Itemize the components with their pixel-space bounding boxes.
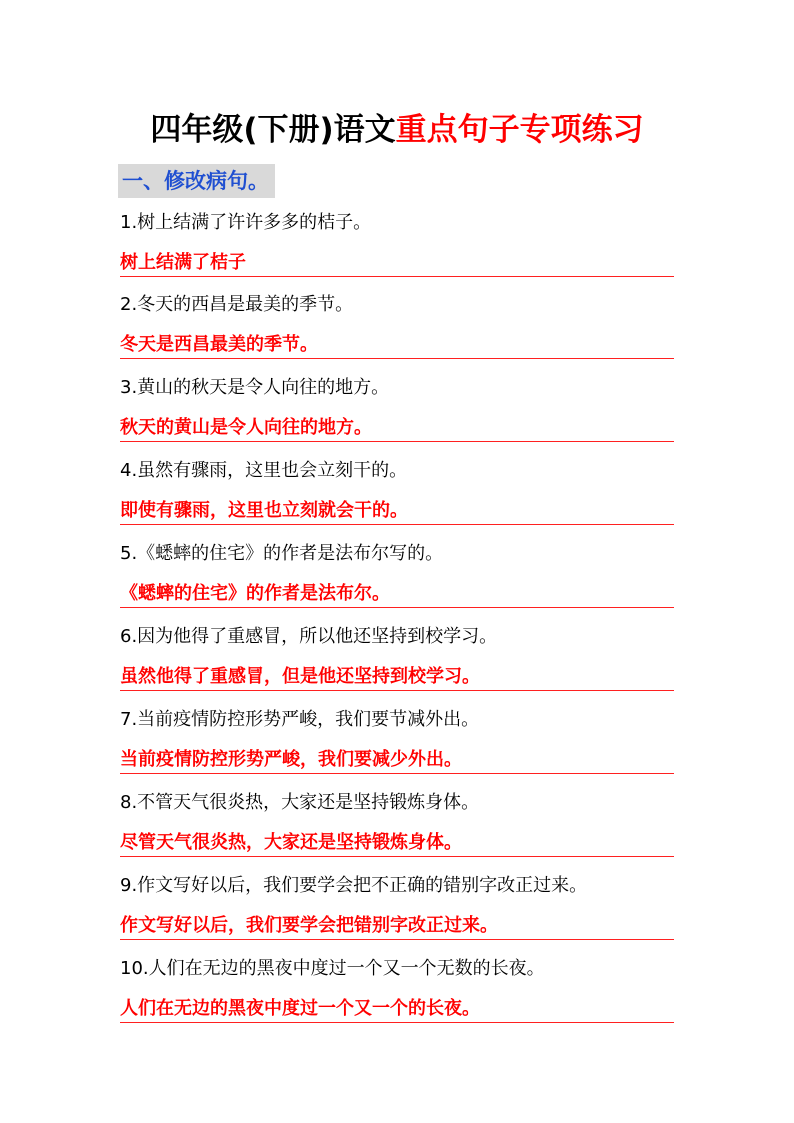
answer-7: 当前疫情防控形势严峻，我们要减少外出。 — [120, 747, 674, 774]
question-3: 3.黄山的秋天是令人向往的地方。 — [120, 377, 390, 398]
question-6: 6.因为他得了重感冒，所以他还坚持到校学习。 — [120, 626, 498, 647]
page-title — [0, 108, 794, 152]
answer-3: 秋天的黄山是令人向往的地方。 — [120, 415, 674, 442]
question-8: 8.不管天气很炎热，大家还是坚持锻炼身体。 — [120, 792, 480, 813]
section-heading: 一、修改病句。 — [118, 164, 275, 198]
answer-2: 冬天是西昌最美的季节。 — [120, 332, 674, 359]
title-red-part: 重点句子专项练习 — [395, 112, 644, 148]
answer-8: 尽管天气很炎热，大家还是坚持锻炼身体。 — [120, 830, 674, 857]
answer-10: 人们在无边的黑夜中度过一个又一个的长夜。 — [120, 996, 674, 1023]
answer-6: 虽然他得了重感冒，但是他还坚持到校学习。 — [120, 664, 674, 691]
title-black-part: 四年级(下册)语文 — [150, 112, 396, 148]
question-10: 10.人们在无边的黑夜中度过一个又一个无数的长夜。 — [120, 958, 545, 979]
question-7: 7.当前疫情防控形势严峻，我们要节减外出。 — [120, 709, 480, 730]
question-9: 9.作文写好以后，我们要学会把不正确的错别字改正过来。 — [120, 875, 588, 896]
question-4: 4.虽然有骤雨，这里也会立刻干的。 — [120, 460, 408, 481]
question-2: 2.冬天的西昌是最美的季节。 — [120, 294, 354, 315]
question-1: 1.树上结满了许许多多的桔子。 — [120, 212, 372, 233]
answer-9: 作文写好以后，我们要学会把错别字改正过来。 — [120, 913, 674, 940]
answer-5: 《蟋蟀的住宅》的作者是法布尔。 — [120, 581, 674, 608]
question-5: 5.《蟋蟀的住宅》的作者是法布尔写的。 — [120, 543, 444, 564]
answer-4: 即使有骤雨，这里也立刻就会干的。 — [120, 498, 674, 525]
answer-1: 树上结满了桔子 — [120, 250, 674, 277]
